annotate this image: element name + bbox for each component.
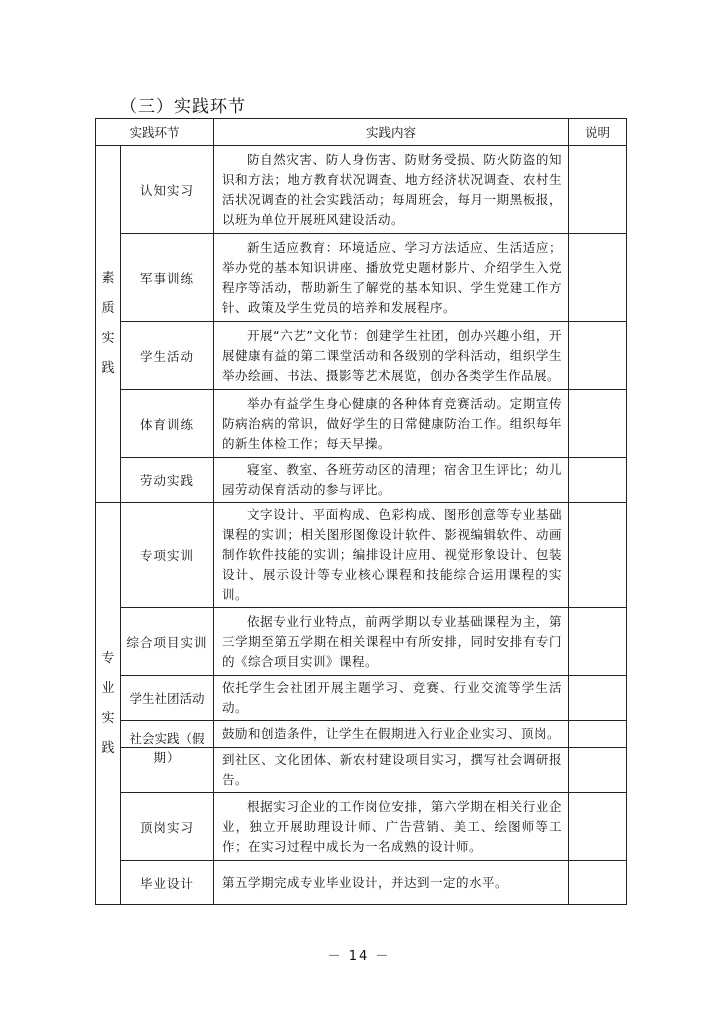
row-item: 毕业设计 — [121, 861, 214, 905]
group-char: 践 — [101, 740, 115, 756]
row-note — [569, 503, 627, 608]
row-note — [569, 861, 627, 905]
row-content: 文字设计、平面构成、色彩构成、图形创意等专业基础课程的实训；相关图形图像设计软件、影视编辑软件、动画制作软件技能的实训；编排设计应用、视觉形象设计、包装设计、展示设计等专业核心课程和技能综合运用课程的实训。 — [214, 503, 569, 608]
table-row — [96, 503, 627, 608]
row-item: 专项实训 — [121, 503, 214, 608]
table-row — [96, 458, 627, 503]
table-row — [96, 676, 627, 721]
header-item: 实践环节 — [96, 119, 214, 146]
table-row — [96, 861, 627, 905]
row-item: 认知实习 — [121, 146, 214, 234]
row-item: 劳动实践 — [121, 458, 214, 503]
row-content: 开展“六艺”文化节：创建学生社团，创办兴趣小组，开展健康有益的第二课堂活动和各级别的学科活动，组织学生举办绘画、书法、摄影等艺术展览，创办各类学生作品展。 — [214, 322, 569, 390]
group-char: 践 — [101, 361, 115, 376]
practice-table — [95, 118, 627, 905]
section-title: （三）实践环节 — [120, 97, 246, 117]
group-char: 专 — [101, 650, 115, 666]
row-item: 社会实践（假 — [121, 721, 214, 748]
table-row — [96, 322, 627, 390]
row-content: 依据专业行业特点，前两学期以专业基础课程为主，第三学期至第五学期在相关课程中有所安排，同时安排有专门的《综合项目实训》课程。 — [214, 608, 569, 676]
page-number: － 14 － — [327, 949, 391, 964]
row-note — [569, 458, 627, 503]
table-row — [96, 390, 627, 458]
row-content: 鼓励和创造条件，让学生在假期进入行业企业实习、顶岗。 — [214, 721, 569, 748]
group-label-quality — [96, 146, 121, 503]
row-item: 综合项目实训 — [121, 608, 214, 676]
row-content: 根据实习企业的工作岗位安排，第六学期在相关行业企业，独立开展助理设计师、广告营销、美工、绘图师等工作；在实习过程中成长为一名成熟的设计师。 — [214, 793, 569, 861]
row-note — [569, 793, 627, 861]
row-content: 到社区、文化团体、新农村建设项目实习，撰写社会调研报告。 — [214, 748, 569, 793]
row-content: 第五学期完成专业毕业设计，并达到一定的水平。 — [214, 861, 569, 905]
group-char: 素 — [101, 271, 115, 286]
row-note — [569, 322, 627, 390]
group-char: 实 — [101, 710, 115, 726]
group-label-professional — [96, 503, 121, 905]
row-note — [569, 608, 627, 676]
row-note — [569, 748, 627, 793]
table-header-row — [96, 119, 627, 146]
group-char: 质 — [101, 301, 115, 316]
table-row — [96, 146, 627, 234]
table-row — [96, 234, 627, 322]
row-note — [569, 390, 627, 458]
row-item: 学生社团活动 — [121, 676, 214, 721]
table-row — [96, 748, 627, 793]
table-row — [96, 608, 627, 676]
row-note — [569, 146, 627, 234]
row-item: 学生活动 — [121, 322, 214, 390]
row-content: 寝室、教室、各班劳动区的清理；宿舍卫生评比；幼儿园劳动保育活动的参与评比。 — [214, 458, 569, 503]
row-item: 体育训练 — [121, 390, 214, 458]
table-row — [96, 793, 627, 861]
group-char: 实 — [101, 331, 115, 346]
row-note — [569, 721, 627, 748]
row-content: 举办有益学生身心健康的各种体育竞赛活动。定期宣传防病治病的常识，做好学生的日常健康防治工作。组织每年的新生体检工作；每天早操。 — [214, 390, 569, 458]
row-item: 顶岗实习 — [121, 793, 214, 861]
group-char: 业 — [101, 680, 115, 696]
row-content: 新生适应教育：环境适应、学习方法适应、生活适应；举办党的基本知识讲座、播放党史题材影片、介绍学生入党程序等活动，帮助新生了解党的基本知识、学生党建工作方针、政策及学生党员的培养和发展程序。 — [214, 234, 569, 322]
row-content: 依托学生会社团开展主题学习、竞赛、行业交流等学生活动。 — [214, 676, 569, 721]
table-row — [96, 721, 627, 748]
row-item: 期） — [121, 748, 214, 793]
header-content: 实践内容 — [214, 119, 569, 146]
row-note — [569, 234, 627, 322]
row-item: 军事训练 — [121, 234, 214, 322]
row-note — [569, 676, 627, 721]
row-content: 防自然灾害、防人身伤害、防财务受损、防火防盗的知识和方法；地方教育状况调查、地方经济状况调查、农村生活状况调查的社会实践活动；每周班会，每月一期黑板报，以班为单位开展班风建设活动。 — [214, 146, 569, 234]
header-note: 说明 — [569, 119, 627, 146]
